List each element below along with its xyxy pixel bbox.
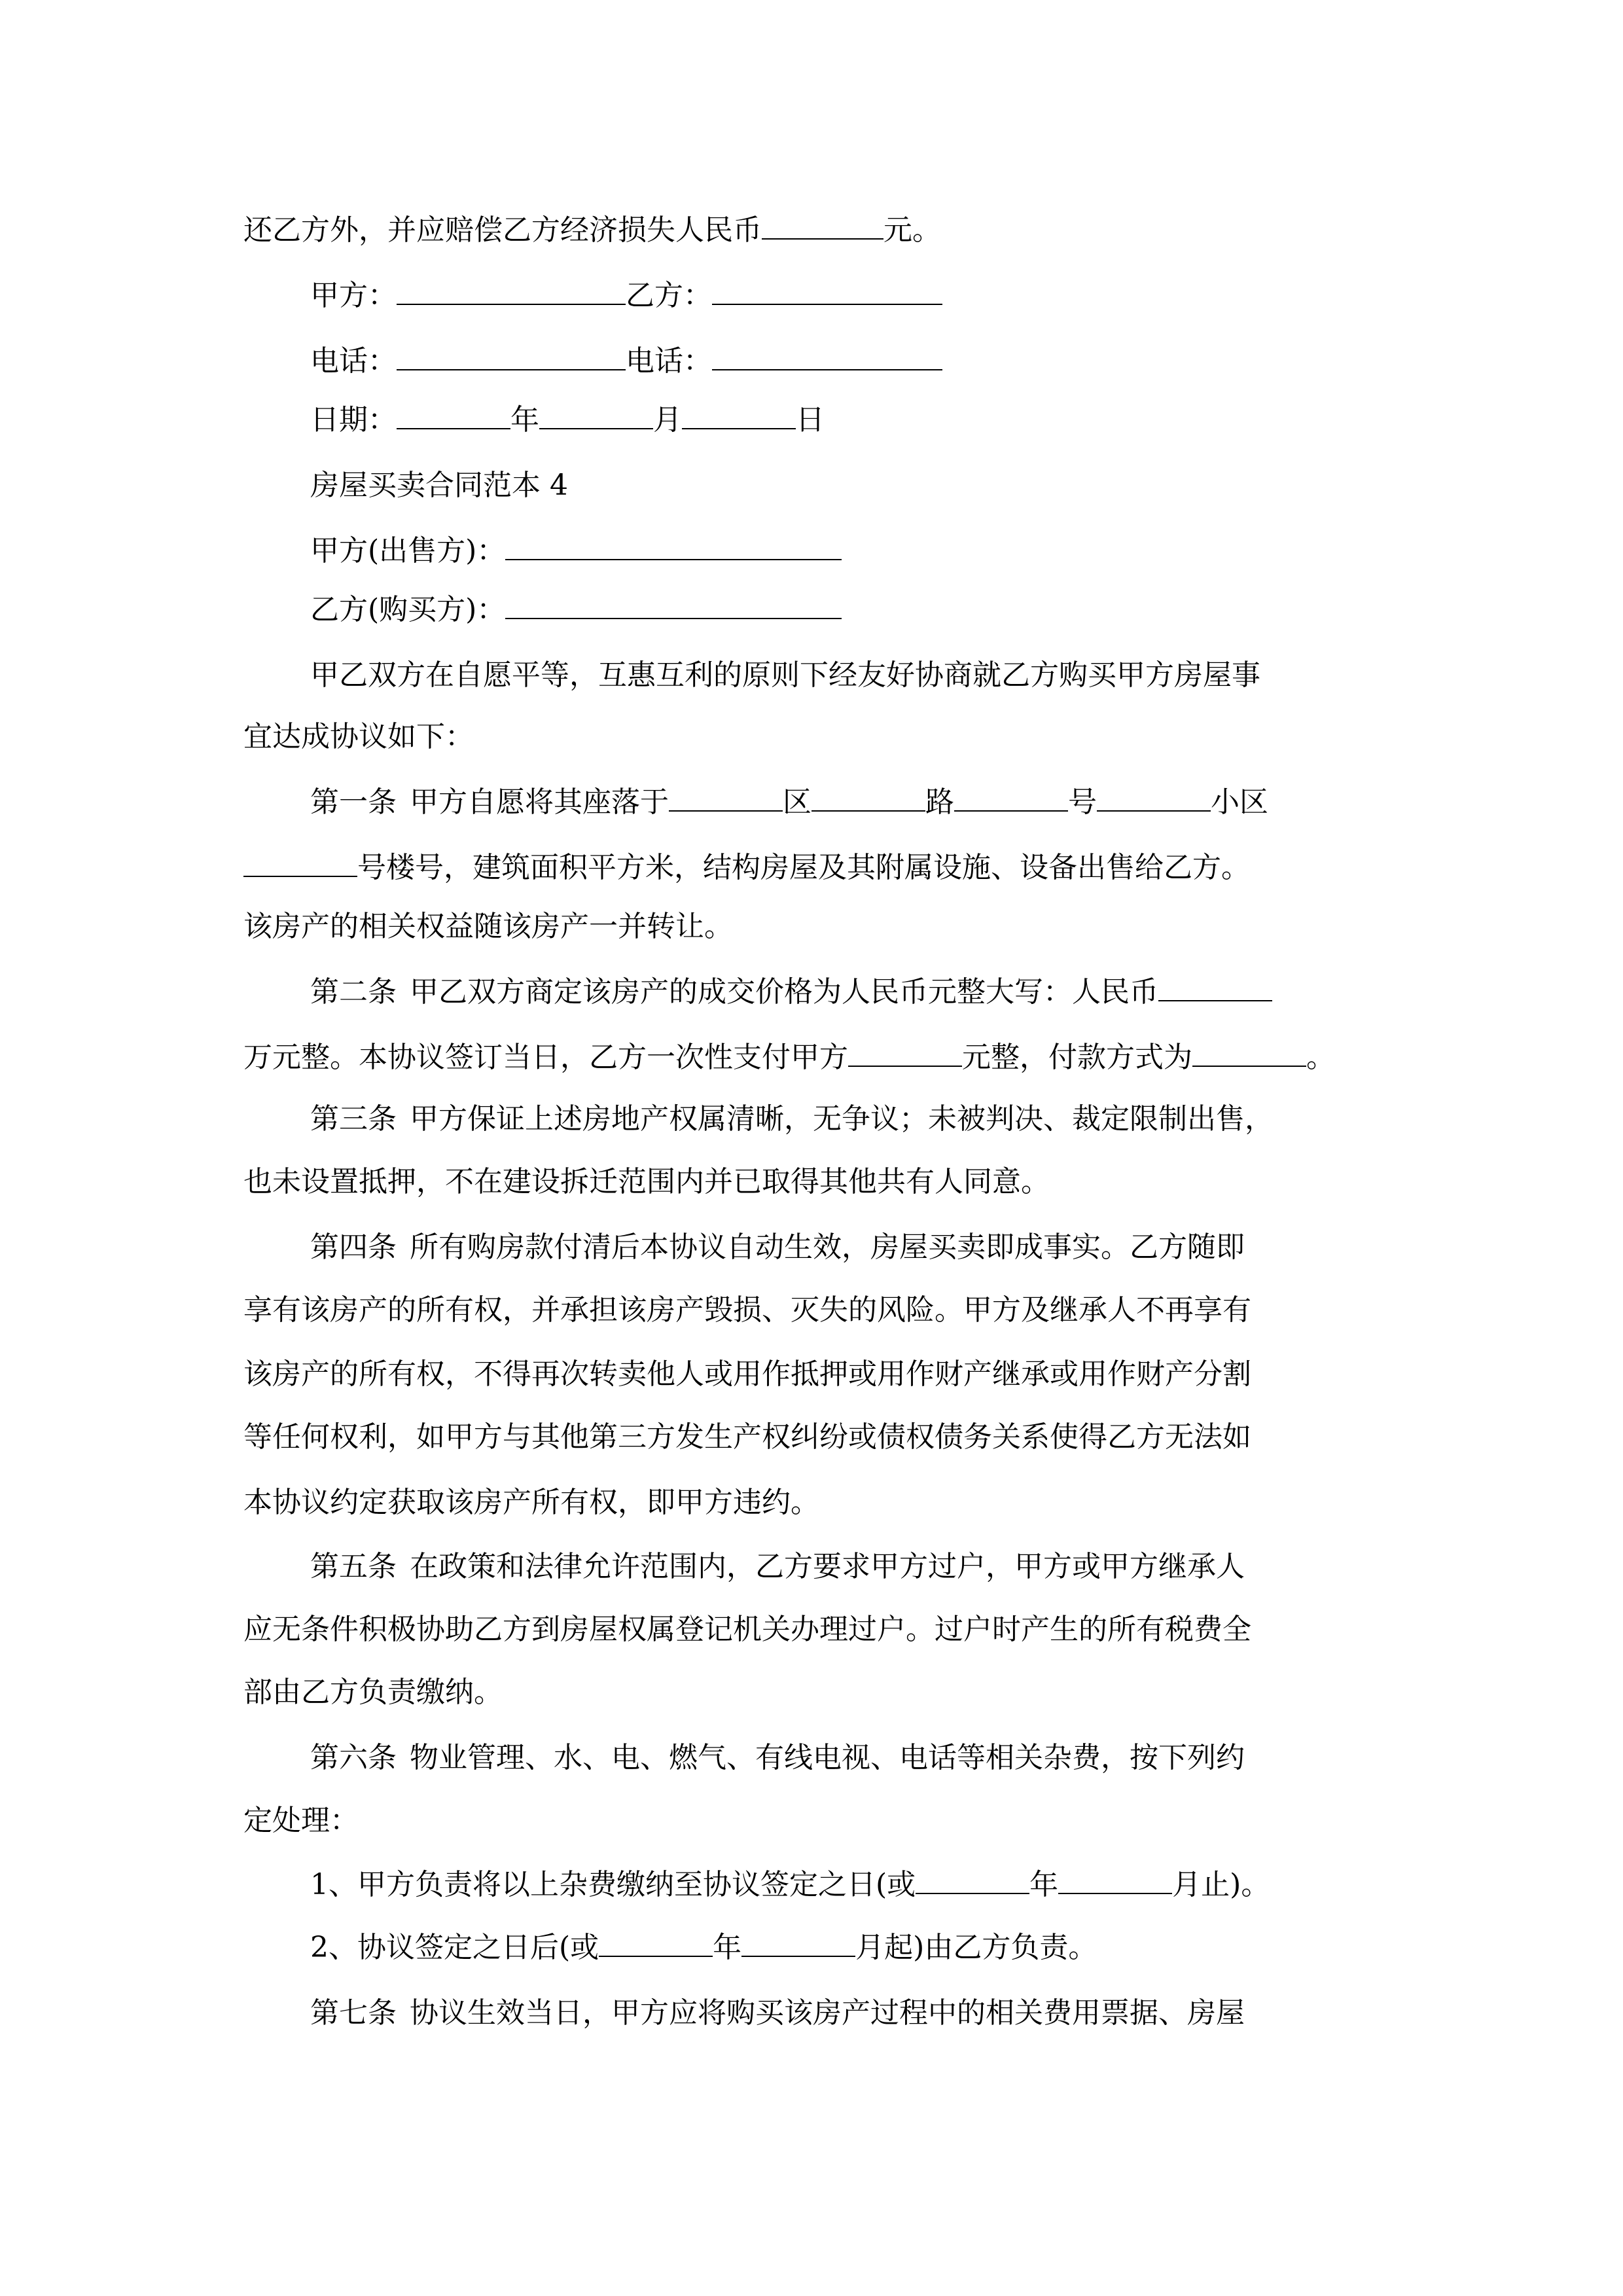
article-1-heading: 第一条 [310, 785, 397, 819]
phone-b-blank [712, 335, 942, 370]
date-day-unit: 日 [796, 403, 825, 437]
article-2-heading: 第二条 [310, 975, 397, 1009]
phone-b-label: 电话： [626, 344, 712, 378]
article-4-line-2: 享有该房产的所有权，并承担该房产毁损、灭失的风险。甲方及继承人不再享有 [243, 1293, 1251, 1327]
buyer-label: 乙方(购买方)： [310, 593, 506, 626]
article-4-line-1: 第四条 所有购房款付清后本协议自动生效，房屋买卖即成事实。乙方随即 [310, 1221, 1245, 1274]
signature-party-line [310, 270, 942, 322]
article-6-heading: 第六条 [310, 1741, 397, 1774]
article-6-item-2: 2、协议签定之日后(或 年 月起)由乙方负责。 [310, 1922, 1097, 1974]
party-a-label: 甲方： [310, 279, 397, 312]
article-5-line-1: 第五条 在政策和法律允许范围内，乙方要求甲方过户，甲方或甲方继承人 [310, 1541, 1245, 1593]
signature-date-line [310, 394, 825, 446]
compensation-amount-blank [762, 204, 883, 240]
article-5-heading: 第五条 [310, 1550, 397, 1583]
compensation-text: 还乙方外，并应赔偿乙方经济损失人民币 [243, 213, 762, 247]
community-blank [1097, 776, 1211, 812]
intro-line-2: 宜达成协议如下： [243, 720, 474, 753]
payment-method-blank [1192, 1031, 1306, 1067]
party-b-blank [712, 270, 942, 305]
article-6-line-1: 第六条 物业管理、水、电、燃气、有线电视、电话等相关杂费，按下列约 [310, 1732, 1245, 1784]
item-2-year-blank [599, 1922, 713, 1957]
seller-label: 甲方(出售方)： [310, 534, 506, 567]
payment-amount-blank [848, 1031, 962, 1067]
article-2-line-2: 万元整。本协议签订当日，乙方一次性支付甲方 元整，付款方式为 。 [243, 1031, 1335, 1084]
phone-a-label: 电话： [310, 344, 397, 378]
article-5-line-2: 应无条件积极协助乙方到房屋权属登记机关办理过户。过户时产生的所有税费全 [243, 1613, 1251, 1646]
article-4-line-5: 本协议约定获取该房产所有权，即甲方违约。 [243, 1486, 819, 1519]
date-month-blank [539, 394, 653, 429]
contract-title: 房屋买卖合同范本 4 [310, 469, 568, 502]
date-label: 日期： [310, 403, 397, 437]
building-blank [243, 842, 357, 877]
item-1-month-blank [1058, 1859, 1172, 1894]
article-7-line-1: 第七条 协议生效当日，甲方应将购买该房产过程中的相关费用票据、房屋 [310, 1987, 1245, 2039]
article-4-heading: 第四条 [310, 1230, 397, 1264]
buyer-blank [505, 584, 842, 619]
article-1-line-1: 第一条 甲方自愿将其座落于 区 路 号 小区 [310, 776, 1268, 829]
compensation-unit: 元。 [883, 213, 941, 247]
date-month-unit: 月 [653, 403, 682, 437]
party-a-blank [397, 270, 626, 305]
buyer-line [310, 584, 842, 636]
intro-line-1: 甲乙双方在自愿平等，互惠互利的原则下经友好协商就乙方购买甲方房屋事 [310, 658, 1260, 692]
article-6-item-1: 1、甲方负责将以上杂费缴纳至协议签定之日(或 年 月止)。 [310, 1859, 1270, 1911]
article-4-line-4: 等任何权利，如甲方与其他第三方发生产权纠纷或债权债务关系使得乙方无法如 [243, 1420, 1251, 1454]
article-1-line-2: 号楼号，建筑面积平方米，结构房屋及其附属设施、设备出售给乙方。 [243, 842, 1250, 894]
date-year-unit: 年 [510, 403, 539, 437]
compensation-line [243, 204, 941, 257]
seller-line [310, 525, 842, 577]
article-3-line-1: 第三条 甲方保证上述房地产权属清晰，无争议；未被判决、裁定限制出售， [310, 1093, 1274, 1145]
phone-a-blank [397, 335, 626, 370]
item-1-year-blank [916, 1859, 1029, 1894]
article-5-line-3: 部由乙方负责缴纳。 [243, 1676, 503, 1709]
article-2-line-1: 第二条 甲乙双方商定该房产的成交价格为人民币元整大写：人民币 [310, 966, 1272, 1018]
item-2-month-blank [741, 1922, 855, 1957]
article-3-heading: 第三条 [310, 1102, 397, 1136]
signature-phone-line [310, 335, 942, 387]
date-year-blank [397, 394, 510, 429]
article-7-heading: 第七条 [310, 1996, 397, 2030]
district-blank [669, 776, 783, 812]
article-6-line-2: 定处理： [243, 1804, 359, 1837]
number-blank [954, 776, 1068, 812]
road-blank [812, 776, 925, 812]
date-day-blank [682, 394, 796, 429]
seller-blank [505, 525, 842, 560]
article-4-line-3: 该房产的所有权，不得再次转卖他人或用作抵押或用作财产继承或用作财产分割 [243, 1357, 1251, 1391]
article-3-line-2: 也未设置抵押，不在建设拆迁范围内并已取得其他共有人同意。 [243, 1165, 1050, 1198]
price-words-blank [1158, 966, 1272, 1001]
party-b-label: 乙方： [626, 279, 712, 312]
article-1-line-3: 该房产的相关权益随该房产一并转让。 [243, 910, 733, 943]
